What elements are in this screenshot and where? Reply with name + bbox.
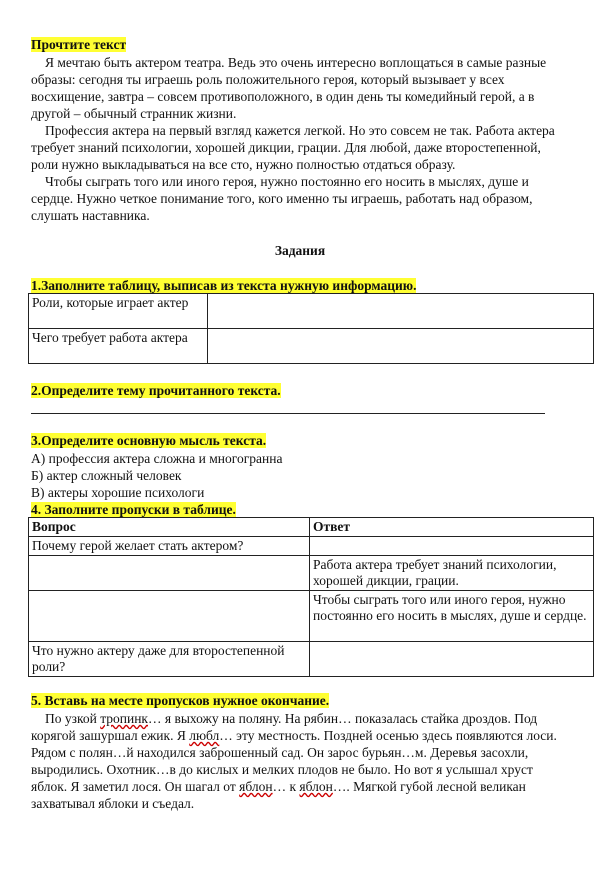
text-paragraph-1: Я мечтаю быть актером театра. Ведь это очень интересно воплощаться в самые разные образы: сегодня ты играешь роль положительного героя, который вызывает у всех восхищение, завтра – совсем противоположного, в один день ты комедийный герой, а в другой – обычный странник жизни. [31, 55, 547, 121]
task5-text-part: …. Мягкой губой лесной великан захватывал яблоки и съедал. [31, 779, 526, 811]
task1-label-requirements: Чего требует работа актера [29, 329, 208, 364]
task2-title: 2.Определите тему прочитанного текста. [31, 383, 281, 398]
task5-gap-word[interactable]: яблон [239, 779, 273, 794]
task4-answer-1[interactable] [310, 537, 594, 556]
task2-answer-line[interactable] [31, 413, 545, 414]
task1-table [28, 293, 594, 364]
table-row [29, 642, 594, 677]
task1-answer-requirements[interactable] [208, 329, 594, 364]
table-row [29, 537, 594, 556]
task5-text-part: … я выхожу на поляну. На рябин… показалась стайка дроздов. Под корягой зашуршал ежик. Я [31, 711, 538, 743]
table-row [29, 329, 594, 364]
task1-title: 1.Заполните таблицу, выписав из текста нужную информацию. [31, 278, 417, 293]
text-body [31, 54, 571, 224]
task3-option-b[interactable]: Б) актер сложный человек [31, 468, 182, 483]
task4-question-1: Почему герой желает стать актером? [29, 537, 310, 556]
read-text-title: Прочтите текст [31, 37, 127, 52]
task4-title: 4. Заполните пропуски в таблице. [31, 502, 236, 517]
task3-option-c[interactable]: В) актеры хорошие психологи [31, 485, 205, 500]
task4-header-answer: Ответ [310, 518, 594, 537]
text-paragraph-3: Чтобы сыграть того или иного героя, нужно постоянно его носить в мыслях, душе и сердце. Нужно четкое понимание того, кого именно ты играешь, работать над образом, слушать наставника. [31, 174, 533, 223]
text-paragraph-2: Профессия актера на первый взгляд кажется легкой. Но это совсем не так. Работа актера требует знаний психологии, хорошей дикции, грации. Для любой, даже второстепенной, роли нужно выкладываться на все сто, нужно полностью отдаться образу. [31, 123, 555, 172]
task3-title: 3.Определите основную мысль текста. [31, 433, 267, 448]
task3-option-a[interactable]: А) профессия актера сложна и многогранна [31, 451, 283, 466]
task4-answer-2: Работа актера требует знаний психологии, хорошей дикции, грации. [310, 556, 594, 591]
task5-text-part: … эту местность. Поздней осенью здесь появляются лоси. Рядом с полян…й находился заброшенный сад. Он зарос бурьян…м. Деревья засохли, выродились. Охотник…в до кислых и мелких плодов не было. Но вот я услышал хруст яблок. Я заметил лося. Он шагал от [31, 728, 557, 794]
task5-title: 5. Вставь на месте пропусков нужное окончание. [31, 693, 330, 708]
table-row [29, 556, 594, 591]
task4-table [28, 517, 594, 677]
task3-options [31, 450, 282, 501]
task5-gap-word[interactable]: тропинк [100, 711, 148, 726]
task5-gap-word[interactable]: яблон [299, 779, 333, 794]
task4-question-2[interactable] [29, 556, 310, 591]
task5-gap-word[interactable]: любл [189, 728, 220, 743]
task1-answer-roles[interactable] [208, 294, 594, 329]
task5-text-part: … к [272, 779, 300, 794]
tasks-heading: Задания [274, 243, 326, 258]
task4-header-question: Вопрос [29, 518, 310, 537]
table-row [29, 591, 594, 642]
task4-answer-4[interactable] [310, 642, 594, 677]
task4-answer-3: Чтобы сыграть того или иного героя, нужно постоянно его носить в мыслях, душе и сердце. [310, 591, 594, 642]
task1-label-roles: Роли, которые играет актер [29, 294, 208, 329]
task5-text-part: По узкой [45, 711, 101, 726]
task4-question-3[interactable] [29, 591, 310, 642]
task5-text [31, 710, 571, 812]
table-row [29, 518, 594, 537]
table-row [29, 294, 594, 329]
task4-question-4: Что нужно актеру даже для второстепенной роли? [29, 642, 310, 677]
